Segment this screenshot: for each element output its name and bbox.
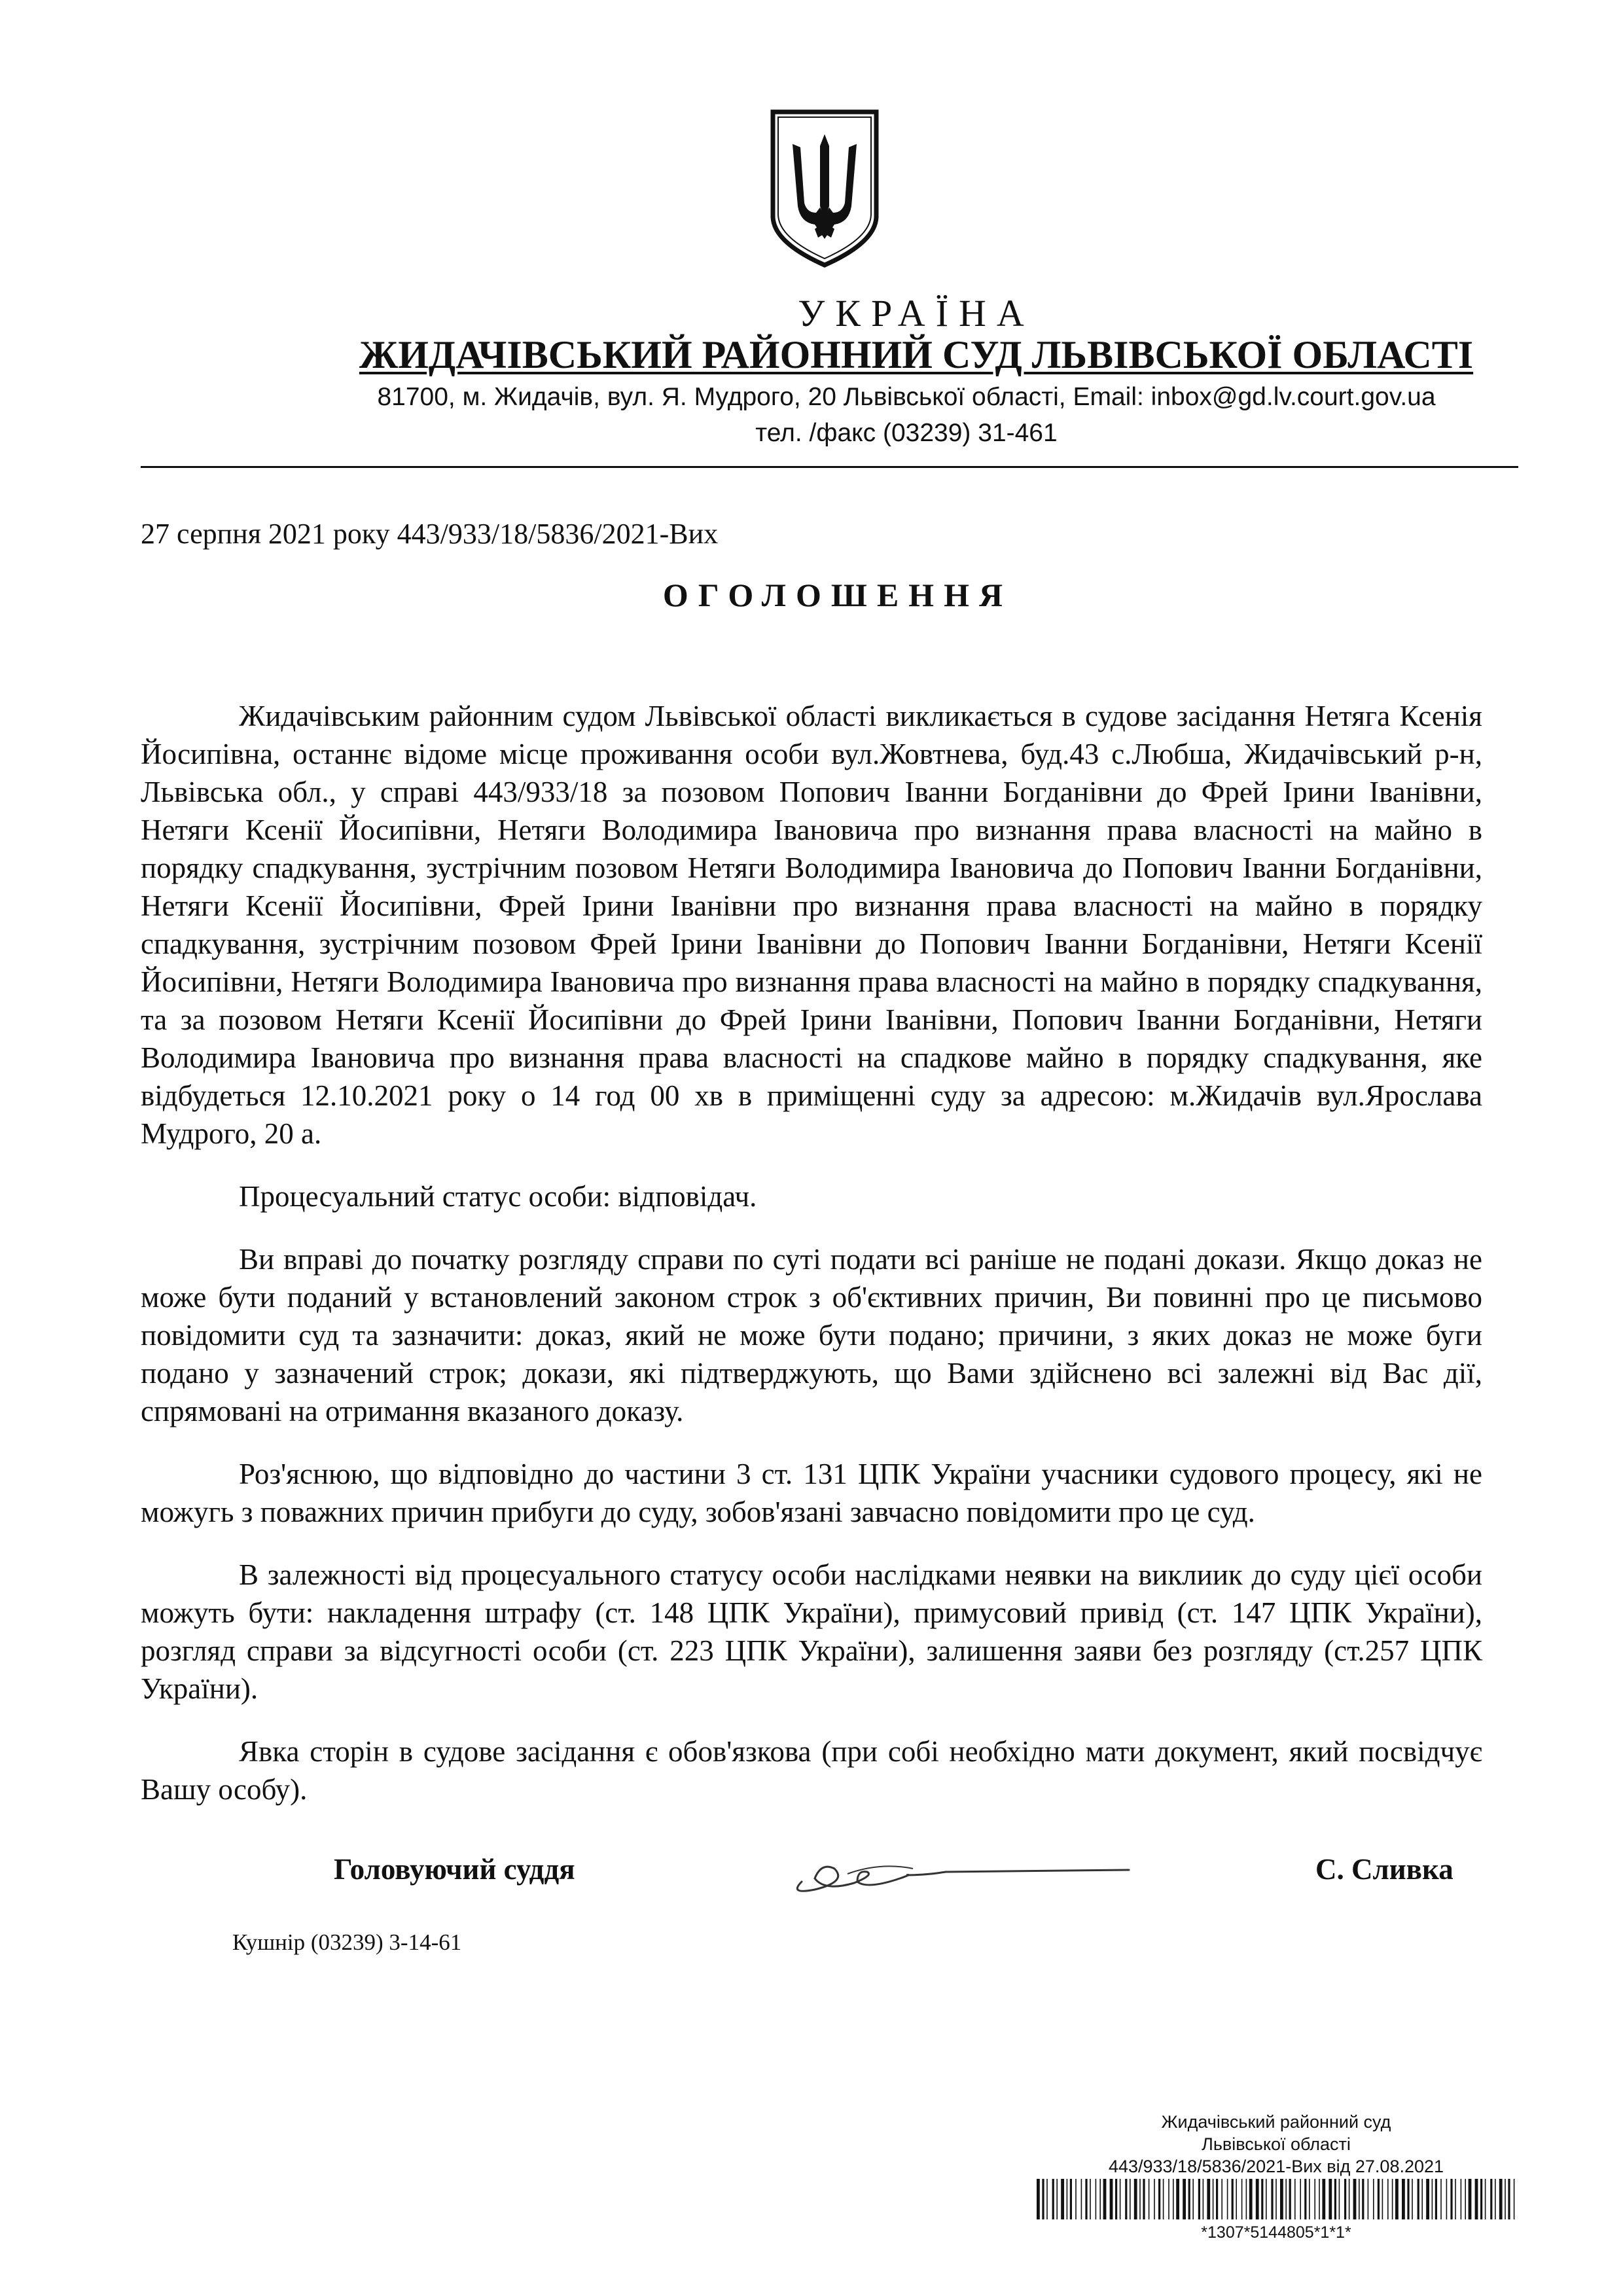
header-divider: [141, 466, 1518, 468]
country-heading: УКРАЇНА: [798, 292, 1035, 334]
announcement-body: [141, 697, 1482, 1833]
court-name-heading: ЖИДАЧІВСЬКИЙ РАЙОННИЙ СУД ЛЬВІВСЬКОЇ ОБЛАСТІ: [359, 333, 1474, 376]
paragraph-status: Процесуальний статус особи: відповідач.: [239, 1180, 757, 1213]
paragraph-consequences: В залежності від процесуального статусу особи наслідками неявки на виклиик до суду цієї особи можуть бути: накладення штрафу (ст. 148 ЦПК України), примусовий привід (ст. 147 ЦПК України), розгляд справи за відсугності особи (ст. 223 ЦПК України), залишення заяви без розгляду (ст.257 ЦПК України).: [141, 1558, 1482, 1705]
coat-of-arms-icon: [769, 108, 880, 268]
paragraph-attendance: Явка сторін в судове засідання є обов'язкова (при собі необхідно мати документ, який посвідчує Вашу особу).: [141, 1735, 1482, 1806]
court-phone: тел. /факс (03239) 31-461: [755, 419, 1058, 447]
executor-contact: Кушнір (03239) 3-14-61: [232, 1929, 462, 1955]
paragraph-summons: Жидачівським районним судом Львівської області викликається в судове засідання Нетяга Ксенія Йосипівна, останнє відоме місце проживання особи вул.Жовтнева, буд.43 с.Любша, Жидачівський р-н, Львівська обл., у справі 443/933/18 за позовом Попович Іванни Богданівни до Фрей Ірини Іванівни, Нетяги Ксенії Йосипівни, Нетяги Володимира Івановича про визнання права власності на майно в порядку спадкування, зустрічним позовом Нетяги Володимира Івановича до Попович Іванни Богданівни, Нетяги Ксенії Йосипівни, Фрей Ірини Іванівни про визнання права власності на майно в порядку спадкування, зустрічним позовом Фрей Ірини Іванівни до Попович Іванни Богданівни, Нетяги Ксенії Йосипівни, Нетяги Володимира Івановича про визнання права власності на майно в порядку спадкування, та за позовом Нетяги Ксенії Йосипівни до Фрей Ірини Іванівни, Попович Іванни Богданівни, Нетяги Володимира Івановича про визнання права власності на спадкове майно в порядку спадкування, яке відбудеться 12.10.2021 року о 14 год 00 хв в приміщенні суду за адресою: м.Жидачів вул.Ярослава Мудрого, 20 а.: [141, 700, 1482, 1150]
judge-name: С. Сливка: [1315, 1853, 1454, 1886]
judge-signature: [776, 1842, 1142, 1908]
barcode-number: *1307*5144805*1*1*: [1201, 2223, 1351, 2242]
barcode: [1034, 2179, 1518, 2219]
court-address: 81700, м. Жидачів, вул. Я. Мудрого, 20 Львівської області, Email: inbox@gd.lv.court.gov.ua: [377, 383, 1436, 411]
date-and-reference: 27 серпня 2021 року 443/933/18/5836/2021-Вих: [141, 518, 719, 550]
paragraph-evidence: Ви вправі до початку розгляду справи по суті подати всі раніше не подані докази. Якщо доказ не може бути поданий у встановлений законом строк з об'єктивних причин, Ви повинні про це письмово повідомити суд та зазначити: доказ, який не може бути подано; причини, з яких доказ не може буги подано у зазначений строк; докази, які підтверджують, що Вами здійснено всі залежні від Вас дії, спрямовані на отримання вказаного доказу.: [141, 1243, 1482, 1427]
presiding-judge-label: Головуючий суддя: [334, 1853, 575, 1886]
paragraph-clarification: Роз'яснюю, що відповідно до частини 3 ст. 131 ЦПК України учасники судового процесу, які не можугь з поважних причин прибуги до суду, зобов'язані завчасно повідомити про це суд.: [141, 1458, 1482, 1528]
registration-stamp: [1034, 2111, 1518, 2242]
stamp-court-name: Жидачівський районний суд: [1161, 2112, 1391, 2132]
stamp-region: Львівської області: [1202, 2134, 1351, 2154]
document-title: ОГОЛОШЕННЯ: [662, 577, 1013, 613]
stamp-reference: 443/933/18/5836/2021-Вих від 27.08.2021: [1108, 2157, 1444, 2176]
